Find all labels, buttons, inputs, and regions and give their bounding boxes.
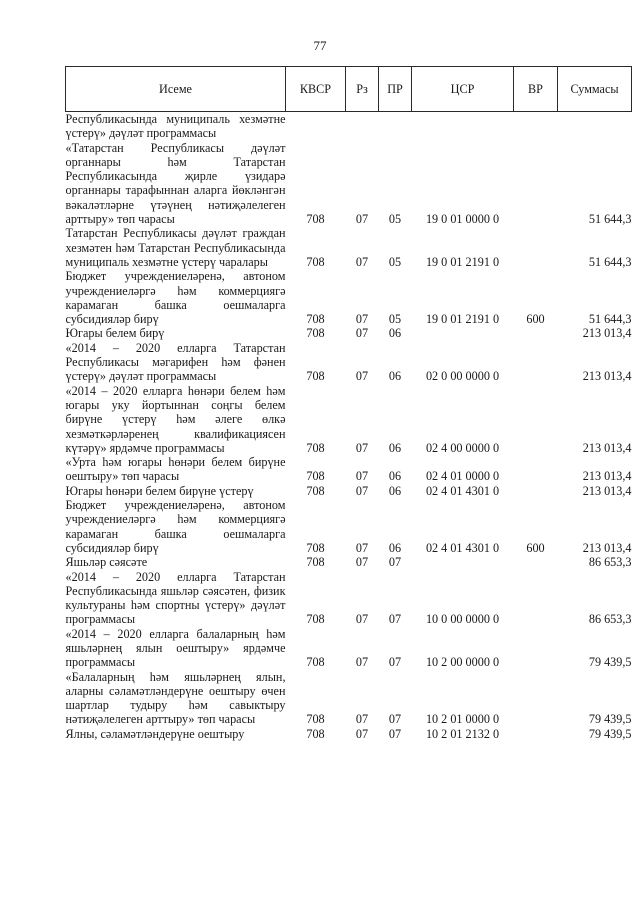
cell-vr	[514, 384, 558, 455]
cell-name: «Урта һәм югары һөнәри белем бирүне оештыру» төп чарасы	[65, 455, 286, 484]
cell-pr: 05	[388, 254, 402, 269]
table-row	[66, 498, 632, 555]
cell-rz	[346, 112, 379, 141]
cell-sum: 213 013,4	[582, 326, 632, 341]
cell-sum: 79 439,5	[588, 655, 632, 670]
cell-kvsr: 708	[306, 555, 325, 570]
table-header-row	[66, 67, 632, 112]
cell-sum: 86 653,3	[588, 555, 632, 570]
cell-vr	[514, 727, 558, 741]
cell-csr: 02 0 00 0000 0	[425, 369, 500, 384]
cell-kvsr: 708	[306, 212, 325, 227]
budget-table	[65, 66, 632, 741]
cell-sum: 86 653,3	[588, 612, 632, 627]
cell-pr: 07	[388, 612, 402, 627]
cell-kvsr: 708	[306, 726, 325, 741]
cell-csr: 10 2 00 0000 0	[425, 655, 500, 670]
cell-rz: 07	[355, 212, 369, 227]
cell-csr	[412, 112, 514, 141]
cell-name: Яшьләр сәясәте	[65, 555, 148, 570]
cell-csr: 10 0 00 0000 0	[425, 612, 500, 627]
table-row	[66, 727, 632, 741]
cell-kvsr: 708	[306, 440, 325, 455]
cell-rz: 07	[355, 712, 369, 727]
cell-rz: 07	[355, 369, 369, 384]
cell-csr: 19 0 01 2191 0	[425, 254, 500, 269]
cell-pr: 06	[388, 440, 402, 455]
cell-kvsr: 708	[306, 326, 325, 341]
cell-name: «Балаларның һәм яшьләрнең ялын, аларны сәламәтләндерүне оештыру өчен шартлар тудыру һәм савыктыру нәтиҗәлелеген арттыру» төп чарасы	[65, 669, 286, 727]
cell-name: «2014 – 2020 елларга һөнәри белем һәм югары уку йортыннан соңгы белем бирүне үстерү һәм әлеге өлкә хезмәткәрләренең квалификациясен күтәрү» ярдәмче программасы	[65, 383, 286, 455]
cell-csr: 19 0 01 2191 0	[425, 312, 500, 327]
cell-name: Ялны, сәламәтләндерүне оештыру	[65, 726, 245, 741]
cell-csr: 02 4 01 4301 0	[425, 540, 500, 555]
cell-kvsr: 708	[306, 312, 325, 327]
cell-pr: 07	[388, 712, 402, 727]
cell-name: Татарстан Республикасы дәүләт граждан хезмәтен һәм Татарстан Республикасында муниципаль хезмәтне үстерү чаралары	[65, 226, 286, 269]
table-row	[66, 141, 632, 227]
header-kvsr: КВСР	[286, 67, 346, 112]
cell-name: «2014 – 2020 елларга балаларның һәм яшьләрнең ялын оештыру» ярдәмче программасы	[65, 626, 286, 670]
header-sum: Суммасы	[558, 67, 632, 112]
cell-sum: 51 644,3	[588, 312, 632, 327]
cell-vr	[514, 570, 558, 627]
header-vr: ВР	[514, 67, 558, 112]
cell-rz: 07	[355, 254, 369, 269]
cell-sum: 213 013,4	[582, 483, 632, 498]
table-row	[66, 341, 632, 384]
cell-rz: 07	[355, 726, 369, 741]
cell-name: Бюджет учреждениеләренә, автоном учреждениеләргә һәм коммерциягә карамаган башка оешмаларга субсидияләр бирү	[65, 269, 286, 327]
cell-csr: 02 4 01 0000 0	[425, 469, 500, 484]
table-row	[66, 112, 632, 141]
cell-pr: 06	[388, 469, 402, 484]
cell-pr: 07	[388, 655, 402, 670]
cell-rz: 07	[355, 312, 369, 327]
table-row	[66, 226, 632, 269]
table-row	[66, 627, 632, 670]
cell-pr: 06	[388, 326, 402, 341]
table-row	[66, 326, 632, 340]
cell-pr: 07	[388, 726, 402, 741]
cell-sum: 213 013,4	[582, 540, 632, 555]
cell-csr: 02 4 00 0000 0	[425, 440, 500, 455]
cell-rz: 07	[355, 540, 369, 555]
table-row	[66, 484, 632, 498]
cell-rz: 07	[355, 612, 369, 627]
cell-kvsr: 708	[306, 483, 325, 498]
cell-kvsr: 708	[306, 469, 325, 484]
cell-rz: 07	[355, 555, 369, 570]
cell-vr: 600	[526, 312, 545, 327]
header-csr: ЦСР	[412, 67, 514, 112]
cell-vr	[514, 141, 558, 227]
cell-pr: 06	[388, 540, 402, 555]
cell-rz: 07	[355, 483, 369, 498]
page-number: 77	[313, 38, 327, 53]
cell-vr	[514, 627, 558, 670]
cell-vr	[514, 326, 558, 340]
cell-csr	[412, 326, 514, 340]
cell-vr	[514, 484, 558, 498]
cell-sum: 79 439,5	[588, 726, 632, 741]
table-row	[66, 269, 632, 326]
cell-pr	[379, 112, 412, 141]
cell-vr	[514, 226, 558, 269]
cell-kvsr: 708	[306, 254, 325, 269]
cell-kvsr: 708	[306, 540, 325, 555]
table-row	[66, 570, 632, 627]
cell-rz: 07	[355, 469, 369, 484]
cell-sum: 51 644,3	[588, 212, 632, 227]
cell-sum: 213 013,4	[582, 469, 632, 484]
cell-name: «2014 – 2020 елларга Татарстан Республикасында яшьләр сәясәтен, физик культураны һәм спортны үстерү» дәүләт программасы	[65, 569, 286, 627]
cell-csr: 02 4 01 4301 0	[425, 483, 500, 498]
cell-rz: 07	[355, 326, 369, 341]
cell-name: Югары белем бирү	[65, 326, 165, 341]
header-rz: Рз	[346, 67, 379, 112]
cell-kvsr: 708	[306, 612, 325, 627]
table-row	[66, 670, 632, 727]
cell-kvsr: 708	[306, 369, 325, 384]
cell-sum: 51 644,3	[588, 254, 632, 269]
header-name: Исеме	[66, 67, 286, 112]
cell-sum: 79 439,5	[588, 712, 632, 727]
cell-pr: 06	[388, 369, 402, 384]
table-row	[66, 555, 632, 569]
cell-csr: 10 2 01 0000 0	[425, 712, 500, 727]
cell-vr	[514, 112, 558, 141]
cell-vr	[514, 555, 558, 569]
cell-kvsr: 708	[306, 712, 325, 727]
cell-pr: 07	[388, 555, 402, 570]
table-row	[66, 384, 632, 455]
cell-name: Югары һөнәри белем бирүне үстерү	[65, 483, 254, 498]
cell-name: Бюджет учреждениеләренә, автоном учреждениеләргә һәм коммерциягә карамаган башка оешмаларга субсидияләр бирү	[65, 498, 286, 555]
cell-sum: 213 013,4	[582, 369, 632, 384]
table-row	[66, 455, 632, 484]
cell-pr: 05	[388, 212, 402, 227]
cell-rz: 07	[355, 655, 369, 670]
cell-name: «Татарстан Республикасы дәүләт органнары һәм Татарстан Республикасында җирле үзидарә органнары тарафыннан аларга йөкләнгән вәкаләтләрне үтәүнең нәтиҗәлелеген арттыру» төп чарасы	[65, 140, 286, 227]
cell-name: «2014 – 2020 елларга Татарстан Республикасы мәгарифен һәм фәнен үстерү» дәүләт программасы	[65, 340, 286, 384]
cell-pr: 06	[388, 483, 402, 498]
cell-vr	[514, 455, 558, 484]
cell-csr	[412, 555, 514, 569]
header-pr: ПР	[379, 67, 412, 112]
cell-vr: 600	[526, 540, 545, 555]
cell-kvsr: 708	[306, 655, 325, 670]
cell-sum	[558, 112, 632, 141]
cell-name: Республикасында муниципаль хезмәтне үстерү» дәүләт программасы	[65, 112, 286, 141]
cell-csr: 10 2 01 2132 0	[425, 726, 500, 741]
cell-pr: 05	[388, 312, 402, 327]
cell-rz: 07	[355, 440, 369, 455]
cell-sum: 213 013,4	[582, 440, 632, 455]
cell-csr: 19 0 01 0000 0	[425, 212, 500, 227]
cell-vr	[514, 670, 558, 727]
cell-vr	[514, 341, 558, 384]
cell-kvsr	[286, 112, 346, 141]
